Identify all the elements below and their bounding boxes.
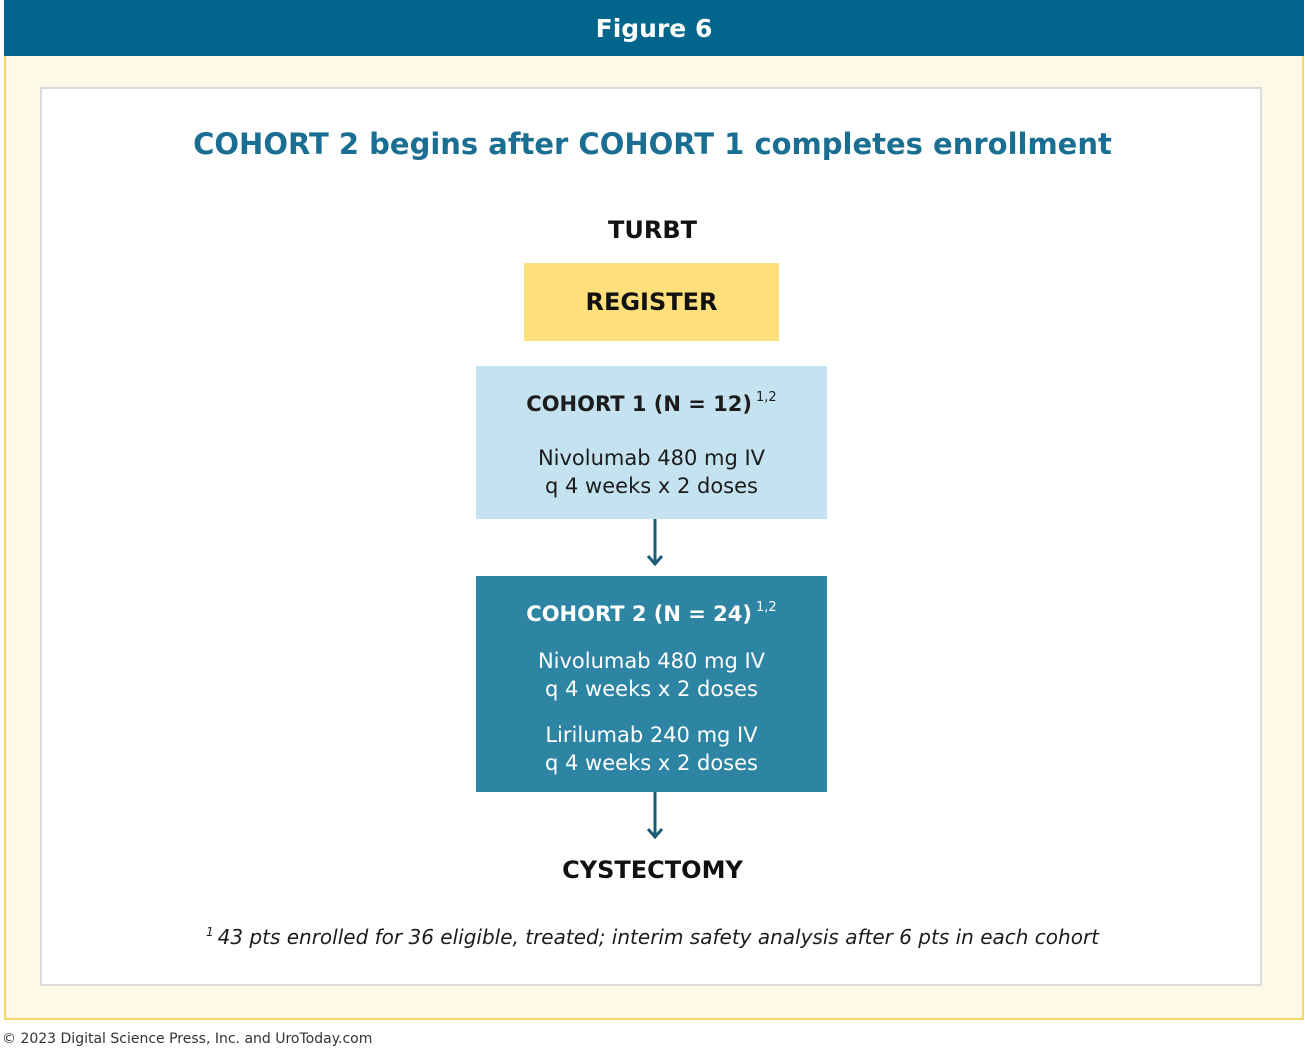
cohort-1-box xyxy=(476,366,827,519)
cohort-1-superscript: 1,2 xyxy=(756,390,777,405)
cohort-2-line-4: q 4 weeks x 2 doses xyxy=(545,751,758,775)
cohort-2-drug-2 xyxy=(476,721,827,777)
cohort-2-heading-text: COHORT 2 (N = 24) xyxy=(526,602,752,626)
cohort-1-line-2: q 4 weeks x 2 doses xyxy=(545,474,758,498)
arrow-down-icon xyxy=(643,519,667,567)
cohort-2-line-3: Lirilumab 240 mg IV xyxy=(545,723,758,747)
cohort-2-line-2: q 4 weeks x 2 doses xyxy=(545,677,758,701)
figure-title: Figure 6 xyxy=(595,13,713,43)
copyright-notice: © 2023 Digital Science Press, Inc. and UroToday.com xyxy=(2,1031,373,1047)
cohort-1-line-1: Nivolumab 480 mg IV xyxy=(537,446,766,470)
footnote xyxy=(0,925,1305,949)
register-box xyxy=(524,263,779,341)
cohort-2-box xyxy=(476,576,827,792)
cohort-2-line-1: Nivolumab 480 mg IV xyxy=(537,649,766,673)
arrow-down-icon xyxy=(643,792,667,840)
turbt-label: TURBT xyxy=(607,216,697,244)
cohort-2-heading xyxy=(476,595,827,627)
diagram-title: COHORT 2 begins after COHORT 1 completes enrollment xyxy=(193,127,1112,161)
cohort-1-heading xyxy=(476,385,827,417)
cohort-1-drug xyxy=(476,444,827,500)
cohort-1-heading-text: COHORT 1 (N = 12) xyxy=(526,392,752,416)
figure-header xyxy=(4,0,1304,56)
footnote-marker: 1 xyxy=(205,925,214,939)
cohort-2-drug-1 xyxy=(476,647,827,703)
cohort-2-superscript: 1,2 xyxy=(756,600,777,615)
cystectomy-label: CYSTECTOMY xyxy=(562,856,743,884)
register-label: REGISTER xyxy=(585,288,718,316)
footnote-text: 43 pts enrolled for 36 eligible, treated; interim safety analysis after 6 pts in each cohort xyxy=(217,925,1100,949)
